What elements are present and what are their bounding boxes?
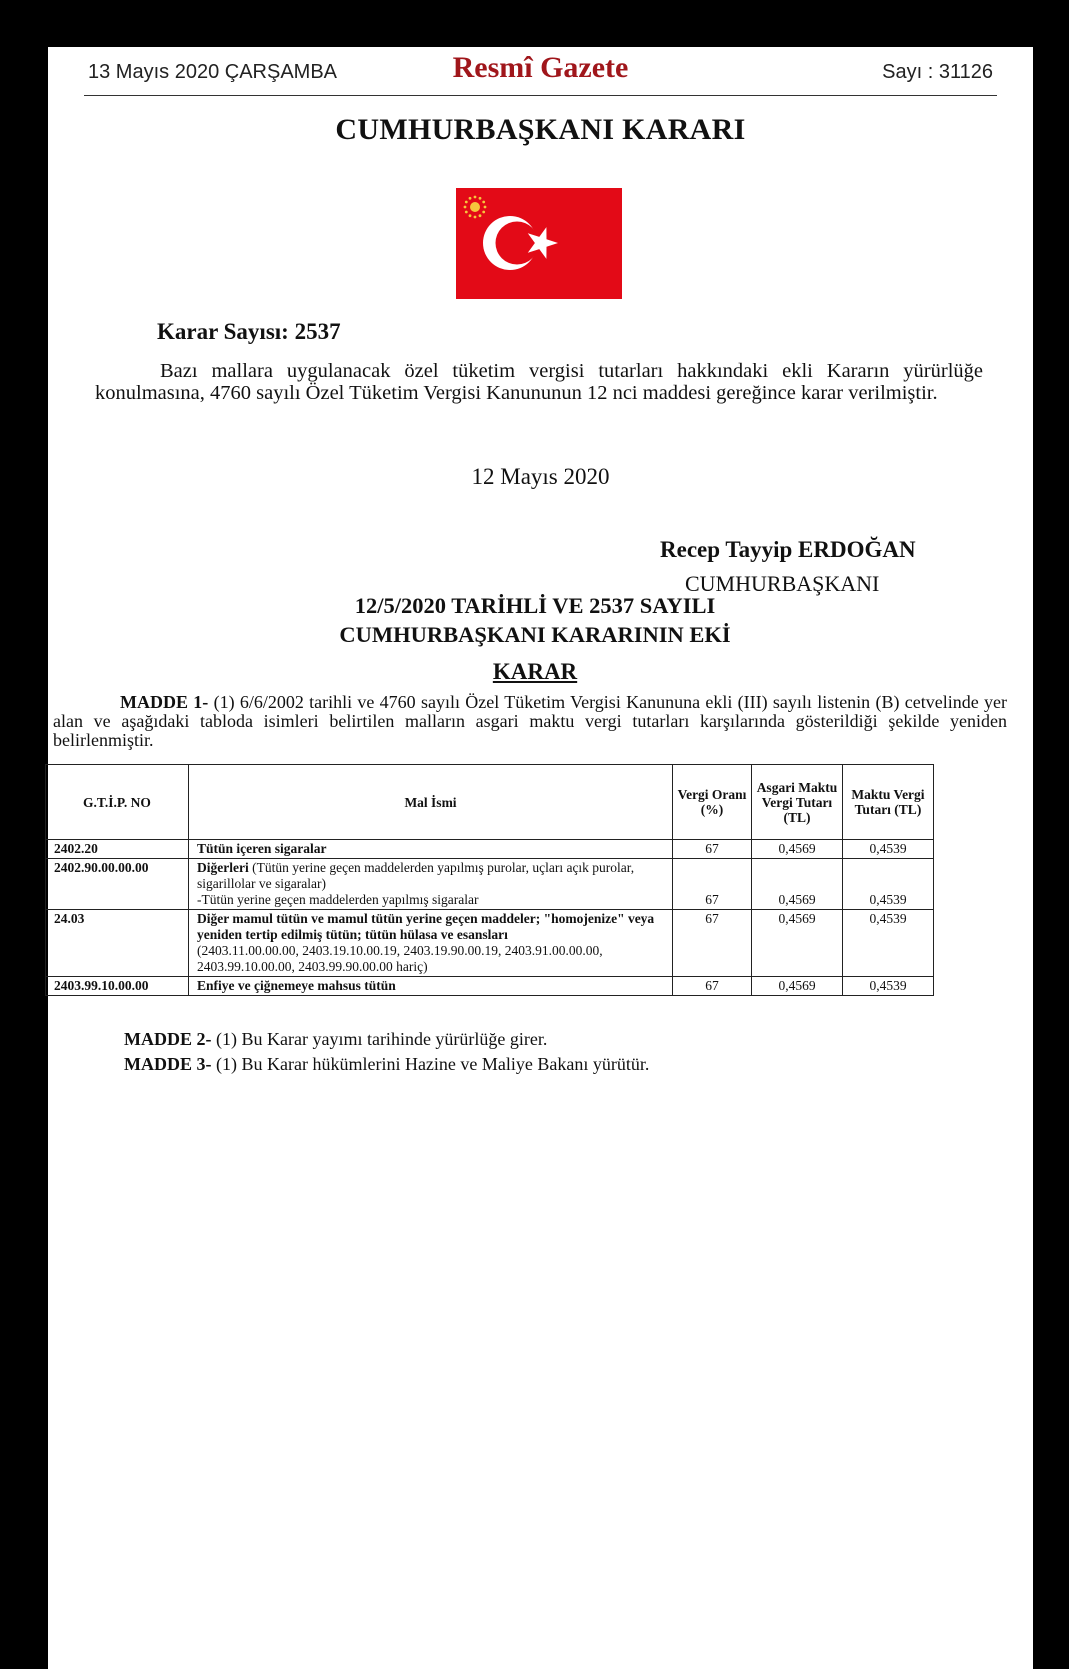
- row-name-sub: (2403.11.00.00.00, 2403.19.10.00.19, 2403.19.90.00.19, 2403.91.00.00.00, 2403.99.10.00.00, 2403.99.90.00.00 hariç): [197, 943, 603, 974]
- article-1: [53, 693, 1007, 750]
- issue-number: Sayı : 31126: [882, 61, 993, 83]
- col-header-name: Mal İsmi: [189, 765, 673, 840]
- article-3-text: (1) Bu Karar hükümlerini Hazine ve Maliye Bakanı yürütür.: [211, 1054, 650, 1074]
- row-name-bold: Enfiye ve çiğnemeye mahsus tütün: [197, 978, 396, 993]
- row-code: 24.03: [46, 910, 189, 977]
- table-row: [46, 910, 934, 977]
- table-row: [46, 859, 934, 910]
- row-name-rest: (Tütün yerine geçen maddelerden yapılmış purolar, uçları açık purolar, sigarillolar ve sigaralar): [197, 860, 635, 891]
- row-min-amount: 0,4569: [752, 859, 843, 910]
- row-min-amount: 0,4569: [752, 910, 843, 977]
- article-3-label: MADDE 3-: [124, 1054, 212, 1074]
- karar-heading: KARAR: [492, 659, 578, 684]
- article-2: [124, 1029, 547, 1050]
- annex-title-line1: 12/5/2020 TARİHLİ VE 2537 SAYILI: [354, 593, 716, 618]
- header-divider: [84, 95, 997, 96]
- row-rate: 67: [673, 859, 752, 910]
- row-min-amount: 0,4569: [752, 840, 843, 859]
- row-code: 2402.20: [46, 840, 189, 859]
- col-header-fixed-amount: Maktu Vergi Tutarı (TL): [843, 765, 934, 840]
- decision-number: Karar Sayısı: 2537: [157, 319, 341, 344]
- gazette-title: Resmî Gazete: [452, 51, 629, 84]
- row-rate: 67: [673, 977, 752, 996]
- annex-title: [0, 591, 1069, 649]
- row-rate: 67: [673, 840, 752, 859]
- presidential-flag-icon: [456, 188, 622, 299]
- article-3: [124, 1054, 649, 1075]
- intro-text: Bazı mallara uygulanacak özel tüketim vergisi tutarları hakkındaki ekli Kararın yürürlüğe konulmasına, 4760 sayılı Özel Tüketim Vergisi Kanununun 12 nci maddesi gereğince karar verilmiştir.: [95, 360, 983, 404]
- article-1-label: MADDE 1-: [120, 692, 209, 712]
- row-code: 2403.99.10.00.00: [46, 977, 189, 996]
- row-min-amount: 0,4569: [752, 977, 843, 996]
- row-name: [189, 840, 673, 859]
- row-name-bold: Diğerleri: [197, 860, 249, 875]
- annex-title-line2: CUMHURBAŞKANI KARARININ EKİ: [339, 622, 731, 647]
- signatory-name: Recep Tayyip ERDOĞAN: [660, 537, 916, 562]
- intro-paragraph: [95, 360, 983, 404]
- decision-date: 12 Mayıs 2020: [471, 464, 610, 489]
- tax-table: [45, 764, 934, 996]
- article-1-text: (1) 6/6/2002 tarihli ve 4760 sayılı Özel Tüketim Vergisi Kanununa ekli (III) sayılı listenin (B) cetvelinde yer alan ve aşağıdaki tabloda isimleri belirtilen malların asgari maktu vergi tutarları karşılarında gösterildiği şekilde yeniden belirlenmiştir.: [53, 692, 1007, 750]
- row-name: [189, 977, 673, 996]
- row-code: 2402.90.00.00.00: [46, 859, 189, 910]
- row-name-bold: Diğer mamul tütün ve mamul tütün yerine geçen maddeler; "homojenize" veya yeniden tertip edilmiş tütün; tütün hülasa ve esansları: [197, 911, 655, 942]
- article-2-label: MADDE 2-: [124, 1029, 212, 1049]
- header-date: 13 Mayıs 2020 ÇARŞAMBA: [88, 61, 337, 83]
- table-row: [46, 977, 934, 996]
- row-fixed-amount: 0,4539: [843, 910, 934, 977]
- col-header-min-amount: Asgari Maktu Vergi Tutarı (TL): [752, 765, 843, 840]
- row-rate: 67: [673, 910, 752, 977]
- row-name-sub: -Tütün yerine geçen maddelerden yapılmış sigaralar: [197, 892, 479, 907]
- row-fixed-amount: 0,4539: [843, 859, 934, 910]
- document-heading: CUMHURBAŞKANI KARARI: [335, 113, 746, 146]
- article-2-text: (1) Bu Karar yayımı tarihinde yürürlüğe girer.: [211, 1029, 548, 1049]
- row-fixed-amount: 0,4539: [843, 977, 934, 996]
- table-row: [46, 840, 934, 859]
- signatory-title: CUMHURBAŞKANI: [685, 571, 880, 596]
- table-header-row: [46, 765, 934, 840]
- col-header-rate: Vergi Oranı (%): [673, 765, 752, 840]
- row-name: [189, 859, 673, 910]
- row-name-bold: Tütün içeren sigaralar: [197, 841, 327, 856]
- col-header-code: G.T.İ.P. NO: [46, 765, 189, 840]
- row-fixed-amount: 0,4539: [843, 840, 934, 859]
- row-name: [189, 910, 673, 977]
